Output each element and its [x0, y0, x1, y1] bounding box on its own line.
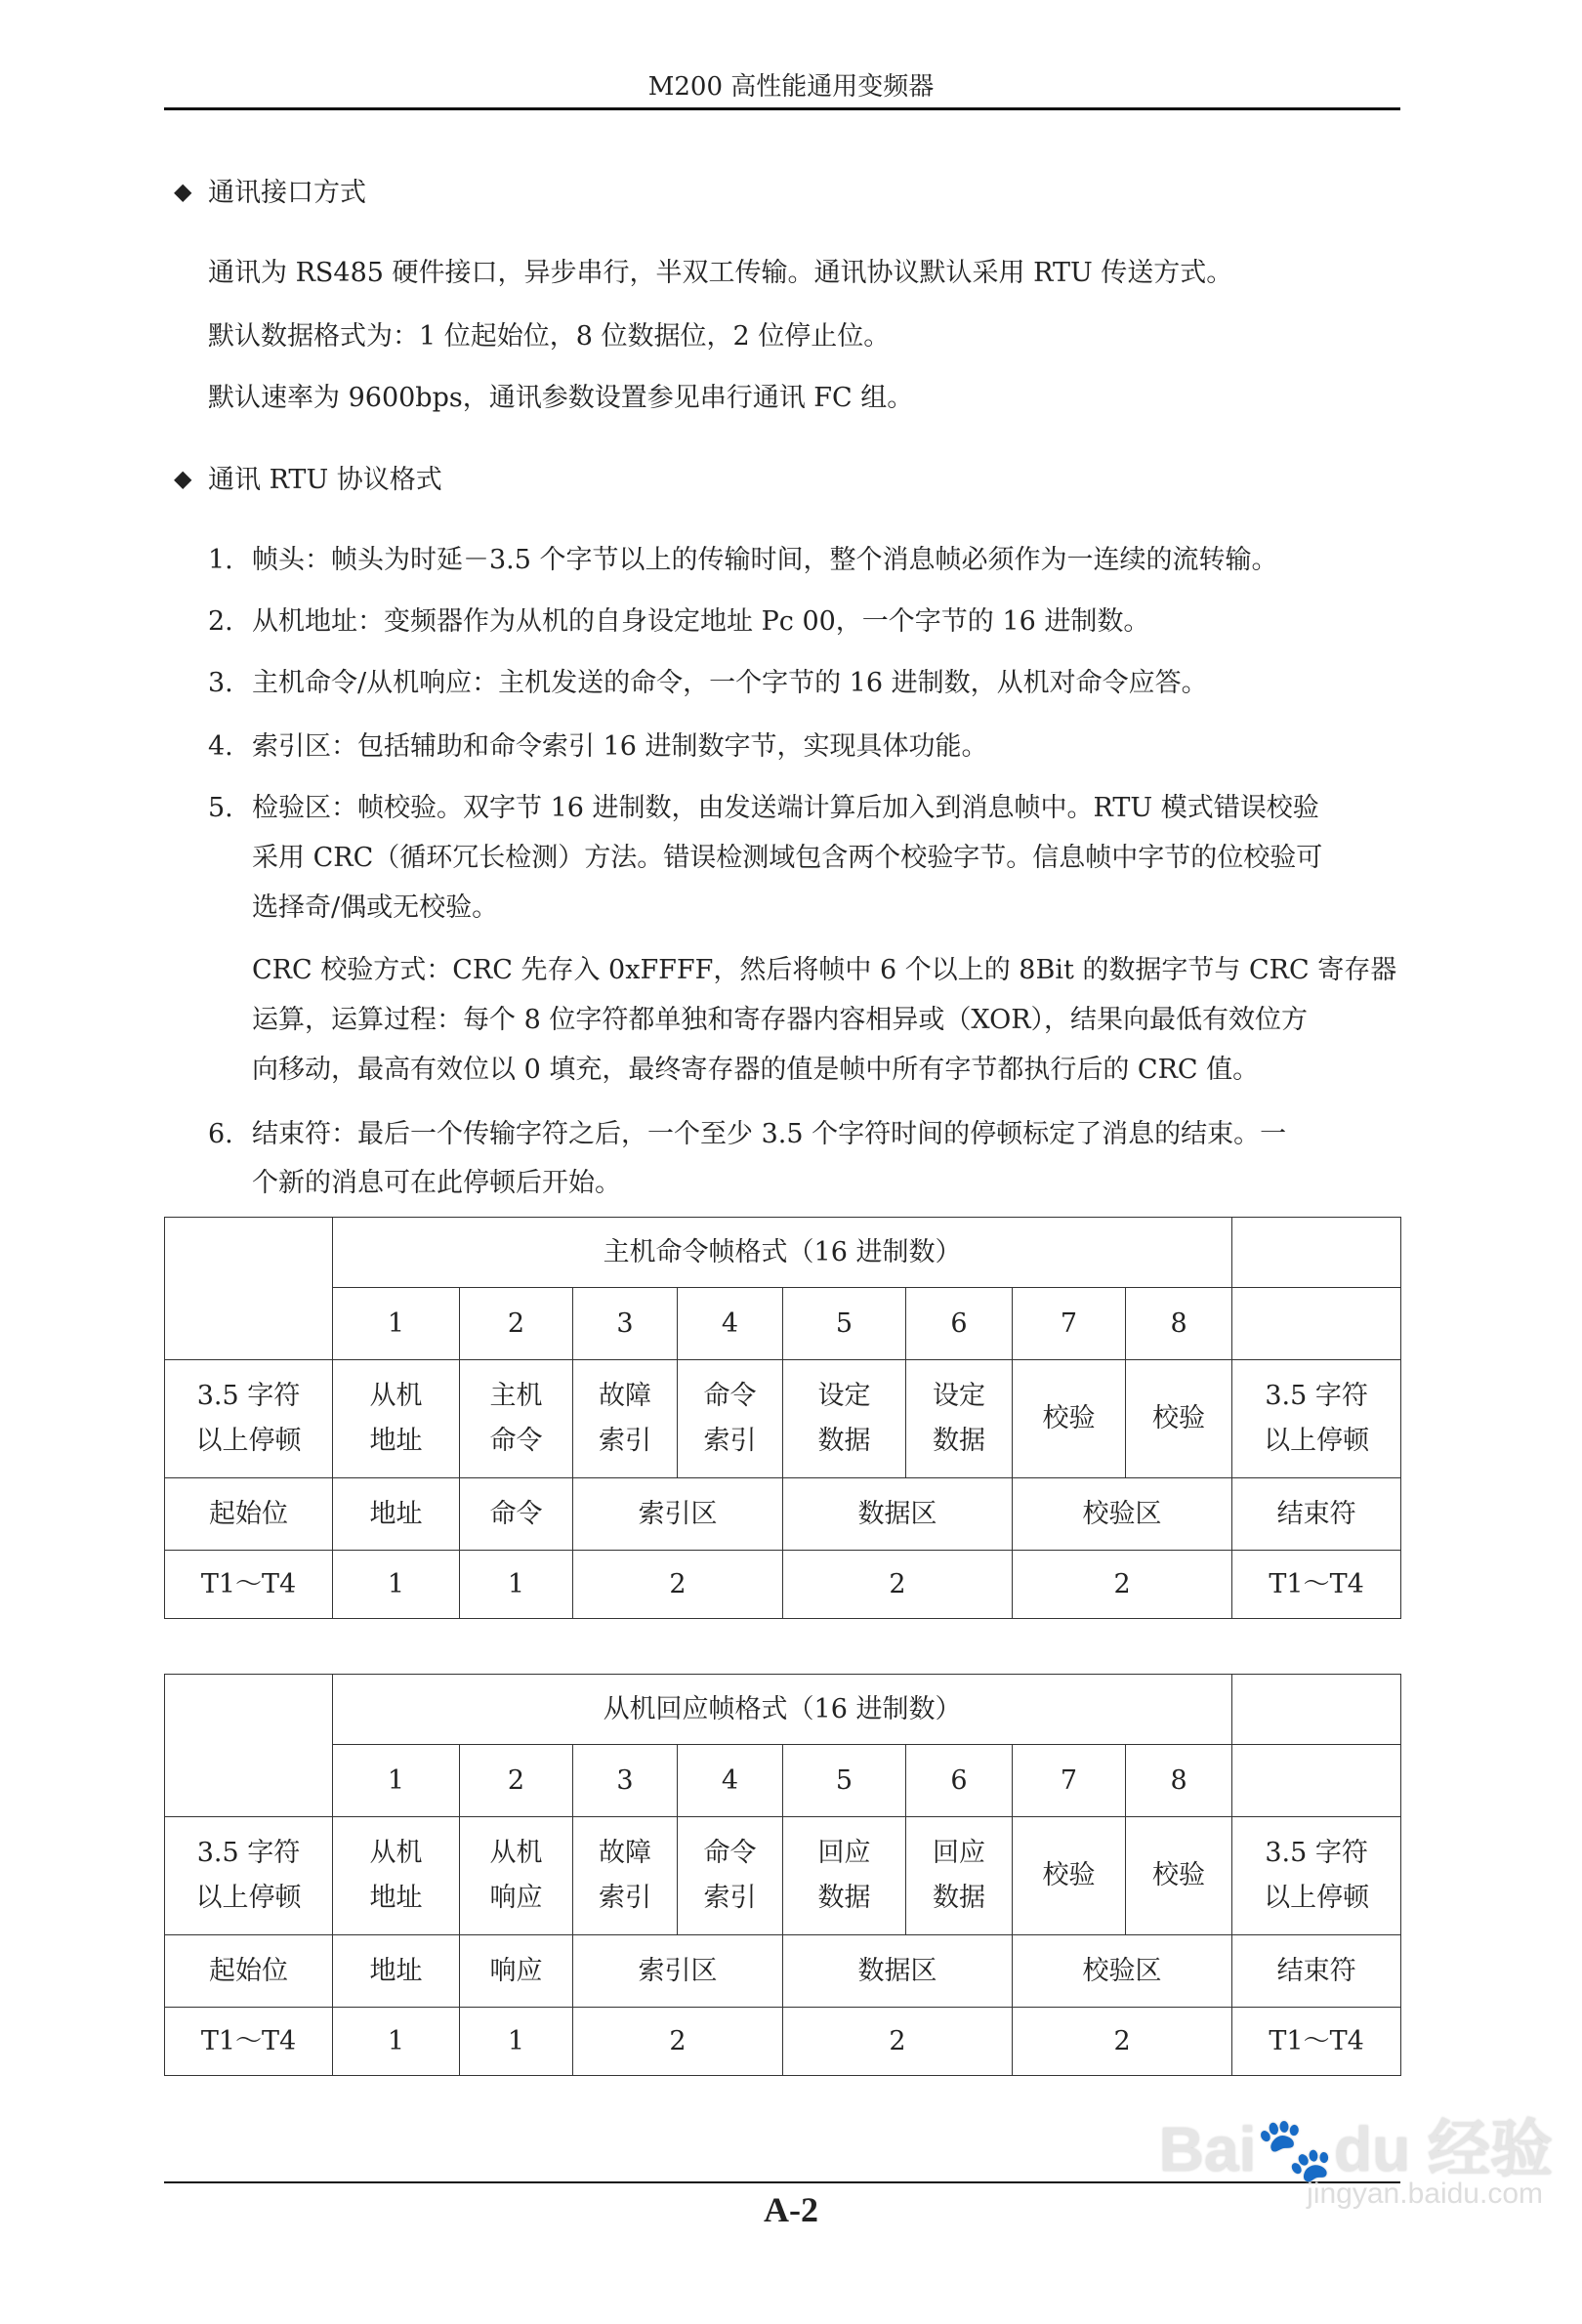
field-name-line: 从机 [369, 1381, 423, 1411]
field-number: 2 [460, 1288, 573, 1360]
byte-count: 2 [1013, 1551, 1232, 1619]
item-number: 5. [208, 793, 233, 823]
field-number: 3 [573, 1288, 678, 1360]
zone-label: 校验区 [1013, 1935, 1232, 2008]
field-name-line: 从机 [489, 1838, 543, 1868]
bullet-diamond-icon: ◆ [174, 465, 192, 492]
byte-count: 2 [783, 2008, 1013, 2076]
field-name [1232, 1360, 1401, 1478]
frame-title: 主机命令帧格式（16 进制数） [333, 1218, 1232, 1288]
field-name [460, 1817, 573, 1935]
byte-count: 2 [573, 1551, 783, 1619]
field-name-line: 回应 [933, 1838, 985, 1868]
field-name-line: 以上停顿 [1264, 1883, 1370, 1913]
field-name-line: 地址 [369, 1426, 423, 1456]
byte-count: 2 [573, 2008, 783, 2076]
field-name [678, 1817, 783, 1935]
field-name [165, 1817, 333, 1935]
field-name [460, 1360, 573, 1478]
slave-response-frame-table [164, 1674, 1401, 2076]
field-name-line: 3.5 字符 [196, 1381, 301, 1411]
byte-count: T1～T4 [165, 1551, 333, 1619]
item-text-line: 个新的消息可在此停顿后开始。 [252, 1168, 621, 1198]
paragraph-line: 默认数据格式为：1 位起始位，8 位数据位，2 位停止位。 [208, 321, 891, 352]
byte-count: 2 [783, 1551, 1013, 1619]
item-text-line: 选择奇/偶或无校验。 [252, 892, 499, 923]
item-text-line: 采用 CRC（循环冗长检测）方法。错误检测域包含两个校验字节。信息帧中字节的位校验可 [252, 843, 1323, 873]
field-name-line: 数据 [817, 1883, 871, 1913]
field-name-line: 以上停顿 [195, 1883, 302, 1913]
field-name-line: 响应 [489, 1883, 543, 1913]
section-heading: 通讯接口方式 [208, 178, 366, 208]
field-name-line: 3.5 字符 [1265, 1381, 1368, 1411]
field-name-line: 数据 [933, 1883, 985, 1913]
zone-label: 索引区 [573, 1478, 783, 1551]
field-number: 5 [783, 1745, 906, 1817]
field-name-line: 校验 [1042, 1403, 1096, 1433]
field-name-line: 设定 [817, 1381, 871, 1411]
zone-label: 起始位 [165, 1935, 333, 2008]
frame-title: 从机回应帧格式（16 进制数） [333, 1675, 1232, 1745]
field-name [333, 1360, 460, 1478]
zone-label: 结束符 [1232, 1478, 1401, 1551]
bullet-diamond-icon: ◆ [174, 178, 192, 205]
byte-count: T1～T4 [165, 2008, 333, 2076]
field-name [783, 1817, 906, 1935]
master-command-frame-table [164, 1217, 1401, 1619]
document-header: M200 高性能通用变频器 [647, 72, 935, 102]
field-name [573, 1817, 678, 1935]
zone-label: 数据区 [783, 1478, 1013, 1551]
field-number: 5 [783, 1288, 906, 1360]
field-number: 3 [573, 1745, 678, 1817]
item-text-line: 检验区：帧校验。双字节 16 进制数，由发送端计算后加入到消息帧中。RTU 模式错误校验 [252, 793, 1319, 823]
header-rule [164, 107, 1400, 110]
watermark-url: jingyan.baidu.com [1307, 2178, 1543, 2210]
zone-label: 地址 [333, 1478, 460, 1551]
paragraph-line: 通讯为 RS485 硬件接口，异步串行，半双工传输。通讯协议默认采用 RTU 传送方式。 [208, 258, 1233, 288]
page-number: A-2 [764, 2190, 818, 2229]
field-name [1013, 1817, 1126, 1935]
blank-cell [165, 1218, 333, 1360]
byte-count: 1 [333, 2008, 460, 2076]
blank-cell [1232, 1745, 1401, 1817]
blank-cell [1232, 1218, 1401, 1288]
field-name [906, 1817, 1013, 1935]
item-number: 4. [208, 731, 233, 762]
item-text-line: 运算，运算过程：每个 8 位字符都单独和寄存器内容相异或（XOR），结果向最低有效位方 [252, 1005, 1309, 1035]
zone-label: 索引区 [573, 1935, 783, 2008]
field-name-line: 索引 [703, 1426, 757, 1456]
field-name-line: 3.5 字符 [196, 1838, 301, 1868]
field-name [678, 1360, 783, 1478]
item-number: 2. [208, 606, 233, 637]
field-name-line: 从机 [369, 1838, 423, 1868]
field-name [1126, 1360, 1232, 1478]
field-name-line: 地址 [369, 1883, 423, 1913]
byte-count: 1 [460, 1551, 573, 1619]
field-name [333, 1817, 460, 1935]
field-name-line: 以上停顿 [1264, 1426, 1370, 1456]
field-number: 7 [1013, 1745, 1126, 1817]
field-name-line: 设定 [933, 1381, 985, 1411]
field-name-line: 索引 [703, 1883, 757, 1913]
section-heading: 通讯 RTU 协议格式 [208, 465, 442, 495]
field-name-line: 命令 [489, 1426, 543, 1456]
field-name-line: 3.5 字符 [1265, 1838, 1368, 1868]
byte-count: T1～T4 [1232, 1551, 1401, 1619]
blank-cell [1232, 1675, 1401, 1745]
item-text-line: 主机命令/从机响应：主机发送的命令，一个字节的 16 进制数，从机对命令应答。 [252, 668, 1208, 698]
field-number: 4 [678, 1288, 783, 1360]
item-number: 6. [208, 1119, 233, 1149]
byte-count: 1 [333, 1551, 460, 1619]
field-name-line: 以上停顿 [195, 1426, 302, 1456]
item-text-line: 向移动，最高有效位以 0 填充，最终寄存器的值是帧中所有字节都执行后的 CRC 值。 [252, 1055, 1260, 1085]
field-name-line: 主机 [489, 1381, 543, 1411]
field-number: 7 [1013, 1288, 1126, 1360]
blank-cell [165, 1675, 333, 1817]
zone-label: 数据区 [783, 1935, 1013, 2008]
item-text-line: 索引区：包括辅助和命令索引 16 进制数字节，实现具体功能。 [252, 731, 988, 762]
item-text-line: 帧头：帧头为时延－3.5 个字节以上的传输时间，整个消息帧必须作为一连续的流转输。 [252, 545, 1278, 575]
field-name-line: 数据 [817, 1426, 871, 1456]
zone-label: 结束符 [1232, 1935, 1401, 2008]
field-name-line: 索引 [599, 1883, 651, 1913]
item-text-line: 从机地址：变频器作为从机的自身设定地址 Pc 00，一个字节的 16 进制数。 [252, 606, 1150, 637]
field-name-line: 回应 [817, 1838, 871, 1868]
field-name-line: 索引 [599, 1426, 651, 1456]
baidu-watermark-logo: Bai🐾du 经验 [1158, 2114, 1553, 2184]
byte-count: 1 [460, 2008, 573, 2076]
field-name [783, 1360, 906, 1478]
field-number: 8 [1126, 1288, 1232, 1360]
field-name-line: 故障 [599, 1838, 651, 1868]
field-number: 4 [678, 1745, 783, 1817]
zone-label: 响应 [460, 1935, 573, 2008]
field-name [1232, 1817, 1401, 1935]
field-name-line: 数据 [933, 1426, 985, 1456]
zone-label: 命令 [460, 1478, 573, 1551]
zone-label: 校验区 [1013, 1478, 1232, 1551]
field-name [906, 1360, 1013, 1478]
field-name-line: 命令 [703, 1838, 757, 1868]
zone-label: 地址 [333, 1935, 460, 2008]
item-number: 3. [208, 668, 233, 698]
byte-count: 2 [1013, 2008, 1232, 2076]
blank-cell [1232, 1288, 1401, 1360]
field-number: 8 [1126, 1745, 1232, 1817]
zone-label: 起始位 [165, 1478, 333, 1551]
field-number: 6 [906, 1745, 1013, 1817]
field-name [1013, 1360, 1126, 1478]
field-name-line: 校验 [1042, 1860, 1096, 1890]
field-name-line: 校验 [1152, 1403, 1206, 1433]
field-name-line: 校验 [1152, 1860, 1206, 1890]
byte-count: T1～T4 [1232, 2008, 1401, 2076]
field-number: 1 [333, 1745, 460, 1817]
field-name-line: 故障 [599, 1381, 651, 1411]
paragraph-line: 默认速率为 9600bps，通讯参数设置参见串行通讯 FC 组。 [208, 383, 914, 413]
item-text-line: CRC 校验方式：CRC 先存入 0xFFFF，然后将帧中 6 个以上的 8Bit 的数据字节与 CRC 寄存器 [252, 955, 1397, 985]
item-number: 1. [208, 545, 233, 575]
field-number: 1 [333, 1288, 460, 1360]
field-name-line: 命令 [703, 1381, 757, 1411]
field-name [165, 1360, 333, 1478]
field-name [573, 1360, 678, 1478]
field-number: 6 [906, 1288, 1013, 1360]
item-text-line: 结束符：最后一个传输字符之后，一个至少 3.5 个字符时间的停顿标定了消息的结束。一 [252, 1119, 1287, 1149]
field-number: 2 [460, 1745, 573, 1817]
field-name [1126, 1817, 1232, 1935]
